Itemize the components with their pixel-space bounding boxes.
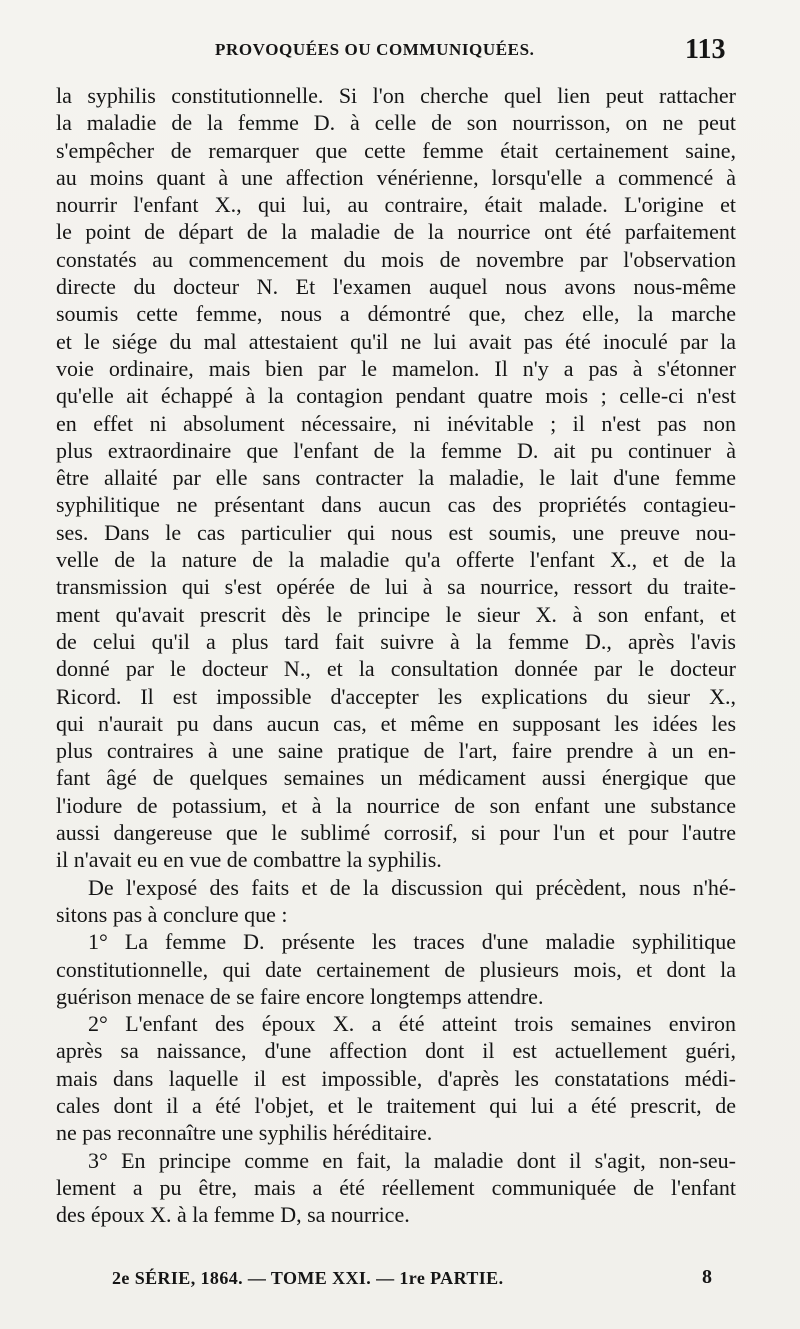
text-line: directe du docteur N. Et l'examen auquel nous avons nous-même bbox=[56, 274, 736, 300]
text-line: donné par le docteur N., et la consultation donnée par le docteur bbox=[56, 656, 736, 682]
text-line: le point de départ de la maladie de la nourrice ont été parfaitement bbox=[56, 219, 736, 245]
text-line: ne pas reconnaître une syphilis héréditaire. bbox=[56, 1120, 433, 1146]
text-line: De l'exposé des faits et de la discussion qui précèdent, nous n'hé- bbox=[88, 874, 736, 900]
text-line: qu'elle ait échappé à la contagion pendant quatre mois ; celle-ci n'est bbox=[56, 383, 736, 409]
body-text bbox=[56, 82, 736, 1228]
text-line: velle de la nature de la maladie qu'a offerte l'enfant X., et de la bbox=[56, 547, 736, 573]
text-line: mais dans laquelle il est impossible, d'après les constatations médi- bbox=[56, 1065, 736, 1091]
text-line: il n'avait eu en vue de combattre la syphilis. bbox=[56, 847, 442, 873]
text-line: plus extraordinaire que l'enfant de la femme D. ait pu continuer à bbox=[56, 437, 736, 463]
text-line: 3° En principe comme en fait, la maladie dont il s'agit, non-seu- bbox=[88, 1147, 736, 1173]
text-line: après sa naissance, d'une affection dont il est actuellement guéri, bbox=[56, 1038, 736, 1064]
text-line: guérison menace de se faire encore longtemps attendre. bbox=[56, 983, 544, 1009]
text-line: s'empêcher de remarquer que cette femme était certainement saine, bbox=[56, 137, 736, 163]
page-number: 113 bbox=[685, 34, 726, 65]
text-line: Ricord. Il est impossible d'accepter les explications du sieur X., bbox=[56, 683, 736, 709]
text-line: 1° La femme D. présente les traces d'une maladie syphilitique bbox=[88, 929, 736, 955]
text-line: des époux X. à la femme D, sa nourrice. bbox=[56, 1202, 410, 1228]
text-line: de celui qu'il a plus tard fait suivre à la femme D., après l'avis bbox=[56, 628, 736, 654]
text-line: soumis cette femme, nous a démontré que, chez elle, la marche bbox=[56, 301, 736, 327]
text-line: nourrir l'enfant X., qui lui, au contraire, était malade. L'origine et bbox=[56, 192, 736, 218]
text-line: en effet ni absolument nécessaire, ni inévitable ; il n'est pas non bbox=[56, 410, 736, 436]
running-title: PROVOQUÉES OU COMMUNIQUÉES. bbox=[215, 40, 535, 59]
text-line: la maladie de la femme D. à celle de son nourrisson, on ne peut bbox=[56, 110, 736, 136]
text-line: sitons pas à conclure que : bbox=[56, 901, 288, 927]
text-line: 2° L'enfant des époux X. a été atteint trois semaines environ bbox=[88, 1011, 736, 1037]
running-head bbox=[0, 34, 800, 70]
text-line: qui n'aurait pu dans aucun cas, et même en supposant les idées les bbox=[56, 710, 736, 736]
text-line: l'iodure de potassium, et à la nourrice de son enfant une substance bbox=[56, 792, 736, 818]
text-line: transmission qui s'est opérée de lui à sa nourrice, ressort du traite- bbox=[56, 574, 736, 600]
text-line: fant âgé de quelques semaines un médicament aussi énergique que bbox=[56, 765, 736, 791]
text-line: au moins quant à une affection vénérienne, lorsqu'elle a commencé à bbox=[56, 164, 736, 190]
text-line: aussi dangereuse que le sublimé corrosif, si pour l'un et pour l'autre bbox=[56, 820, 736, 846]
text-line: constatés au commencement du mois de novembre par l'observation bbox=[56, 246, 736, 272]
text-line: plus contraires à une saine pratique de l'art, faire prendre à un en- bbox=[56, 738, 736, 764]
text-line: voie ordinaire, mais bien par le mamelon. Il n'y a pas à s'étonner bbox=[56, 355, 736, 381]
text-line: la syphilis constitutionnelle. Si l'on cherche quel lien peut rattacher bbox=[56, 83, 736, 108]
text-line: être allaité par elle sans contracter la maladie, le lait d'une femme bbox=[56, 465, 736, 491]
text-line: constitutionnelle, qui date certainement de plusieurs mois, et dont la bbox=[56, 956, 736, 982]
page-footer bbox=[0, 1268, 800, 1298]
text-line: et le siége du mal attestaient qu'il ne lui avait pas été inoculé par la bbox=[56, 328, 736, 354]
text-line: syphilitique ne présentant dans aucun cas des propriétés contagieu- bbox=[56, 492, 736, 518]
text-line: lement a pu être, mais a été réellement communiquée de l'enfant bbox=[56, 1174, 736, 1200]
text-line: cales dont il a été l'objet, et le traitement qui lui a été prescrit, de bbox=[56, 1092, 736, 1118]
footer-series-line: 2e SÉRIE, 1864. — TOME XXI. — 1re PARTIE. bbox=[112, 1268, 504, 1288]
signature-mark: 8 bbox=[702, 1266, 712, 1288]
text-line: ment qu'avait prescrit dès le principe le sieur X. à son enfant, et bbox=[56, 601, 736, 627]
text-line: ses. Dans le cas particulier qui nous est soumis, une preuve nou- bbox=[56, 519, 736, 545]
